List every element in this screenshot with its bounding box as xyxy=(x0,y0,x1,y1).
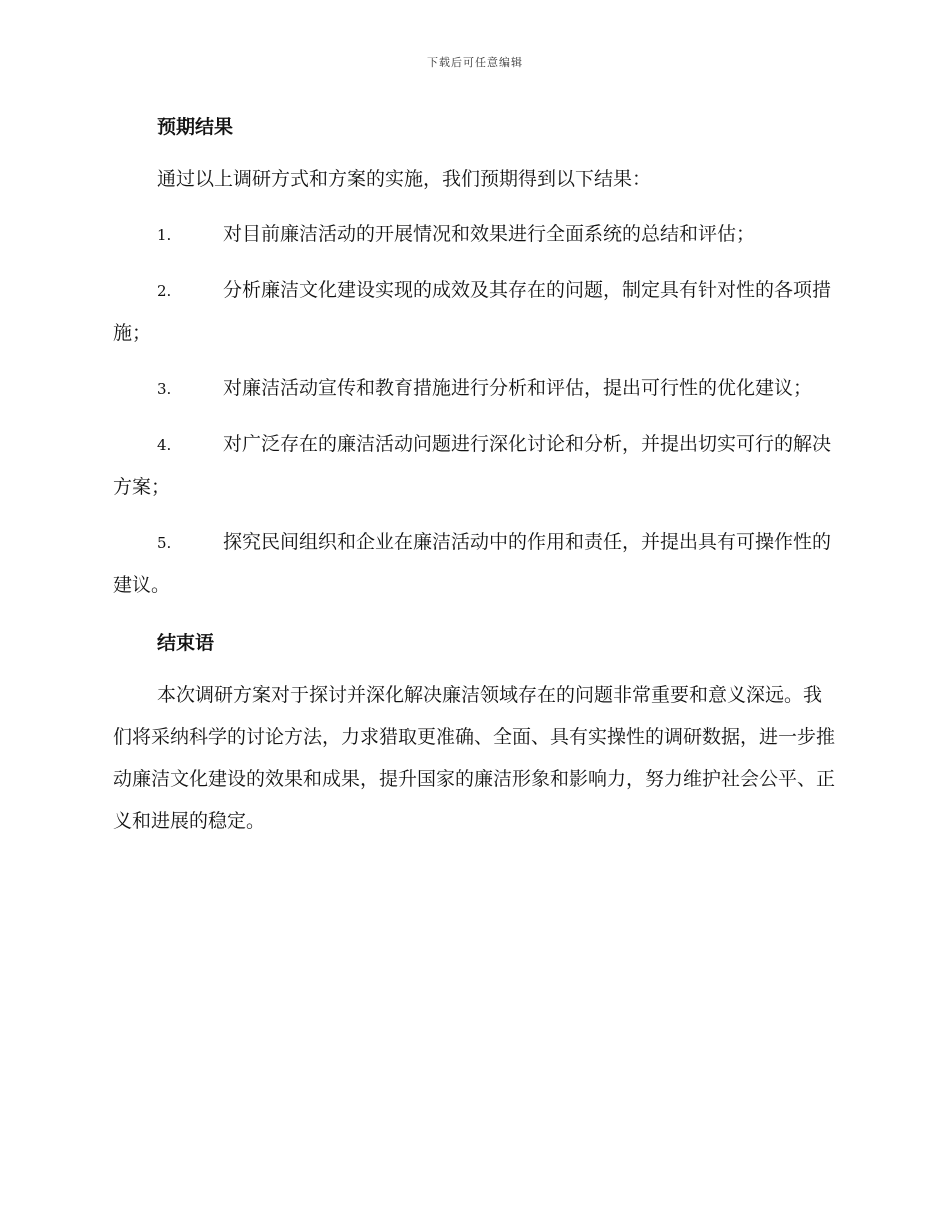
conclusion-paragraph: 本次调研方案对于探讨并深化解决廉洁领域存在的问题非常重要和意义深远。我们将采纳科学的讨论方法，力求猎取更准确、全面、具有实操性的调研数据，进一步推动廉洁文化建设的效果和成果，提升国家的廉洁形象和影响力，努力维护社会公平、正义和进展的稳定。 xyxy=(113,684,836,832)
list-number: 2. xyxy=(157,282,172,300)
list-number: 5. xyxy=(157,534,172,552)
list-text: 探究民间组织和企业在廉洁活动中的作用和责任，并提出具有可操作性的建议。 xyxy=(113,531,832,596)
list-item xyxy=(113,269,835,354)
list-text: 对广泛存在的廉洁活动问题进行深化讨论和分析，并提出切实可行的解决方案； xyxy=(113,433,832,498)
intro-paragraph: 通过以上调研方式和方案的实施，我们预期得到以下结果： xyxy=(157,168,652,190)
section-heading-expected-results: 预期结果 xyxy=(157,116,234,138)
list-text: 对目前廉洁活动的开展情况和效果进行全面系统的总结和评估； xyxy=(223,223,756,245)
list-number: 4. xyxy=(157,436,172,454)
list-item xyxy=(113,213,835,256)
list-text: 对廉洁活动宣传和教育措施进行分析和评估，提出可行性的优化建议； xyxy=(223,377,813,399)
list-item xyxy=(113,423,835,508)
list-number: 1. xyxy=(157,226,172,244)
list-item xyxy=(113,367,835,410)
list-text: 分析廉洁文化建设实现的成效及其存在的问题，制定具有针对性的各项措施； xyxy=(113,279,832,344)
list-item xyxy=(113,521,835,606)
list-number: 3. xyxy=(157,380,172,398)
header-note: 下载后可任意编辑 xyxy=(427,56,523,69)
document-body xyxy=(113,110,835,842)
section-heading-conclusion: 结束语 xyxy=(157,632,215,654)
